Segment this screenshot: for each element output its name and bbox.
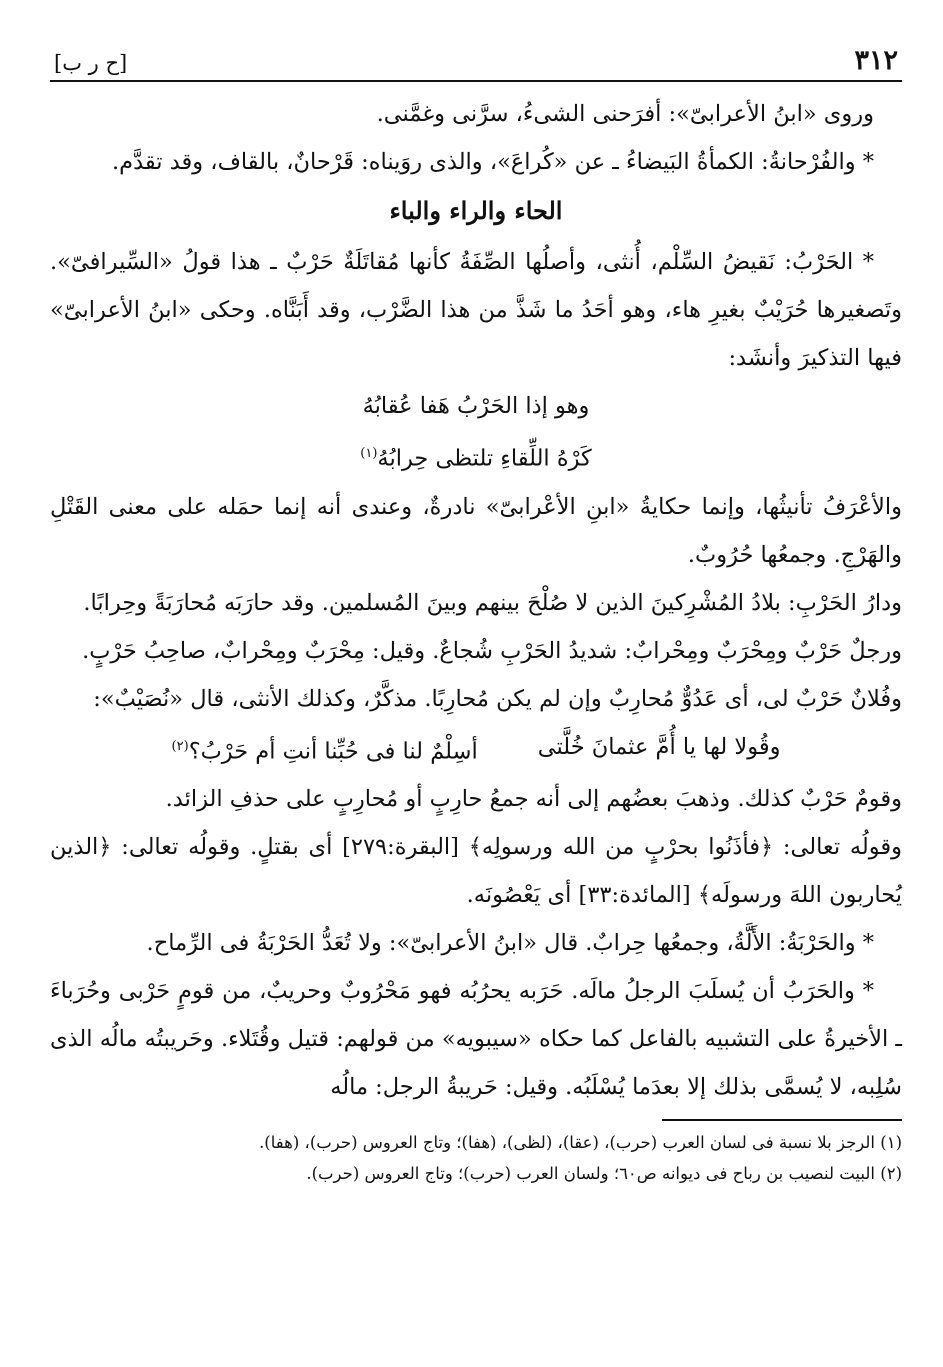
paragraph: ورجلٌ حَرْبٌ ومِحْرَبٌ ومِحْرابٌ: شديدُ الحَرْبِ شُجاعٌ. وقيل: مِحْرَبٌ ومِحْرابٌ، صاحِبُ حَرْبٍ. [82,637,902,664]
page-number: ٣١٢ [854,45,898,76]
footnote: (١) الرجز بلا نسبة فى لسان العرب (حرب)، (عقا)، (لظى)، (هفا)؛ وتاج العروس (حرب)، (هفا). [259,1133,902,1152]
footnote-divider [662,1119,902,1121]
paragraph: * والفُرْحانةُ: الكمأةُ البَيضاءُ ـ عن «كُراعَ»، والذى روَيناه: قَرْحانٌ، بالقاف، وقد تقدَّم. [112,149,874,175]
paragraph: ودارُ الحَرْبِ: بلادُ المُشْرِكينَ الذين لا صُلْحَ بينهم وبينَ المُسلمين. وقد حارَبَه مُحارَبَةً وحِرابًا. [83,589,902,616]
paragraph: * والحَرَبُ أن يُسلَبَ الرجلُ مالَه. حَرَبه يحرُبُه فهو مَحْرُوبٌ وحريبٌ، من قومٍ حَرْبى وحُرَباءَ ـ الأخيرةُ على التشبيه بالفاعل كما حكاه «سيبويه» من قولهم: قتيل وقُتَلاء. وحَريبتُه مالُه الذى سُلِبه، لا يُسمَّى بذلك إلا بعدَما يُسْلَبُه. وقيل: حَريبةُ الرجل: مالُه [50,978,902,1100]
verse-line [50,382,902,430]
paragraph: وفُلانٌ حَرْبٌ لى، أى عَدُوٌّ مُحارِبٌ وإن لم يكن مُحارِبًا. مذكَّرٌ، وكذلك الأنثى، قال «نُصَيْبٌ»: [93,685,902,712]
hemistich-second [172,723,478,776]
footnote: (٢) البيت لنصيب بن رباح فى ديوانه ص٦٠؛ ولسان العرب (حرب)؛ وتاج العروس (حرب). [306,1164,902,1183]
verse-line [50,430,902,483]
footnote-marker: (١) [360,446,378,461]
paragraph: * الحَرْبُ: نَقيضُ السِّلْم، أُنثى، وأصلُها الصِّفَةُ كأنها مُقاتَلَةٌ حَرْبٌ ـ هذا قولُ «السِّيرافىّ». وتَصغيرها حُرَيْبٌ بغيرِ هاء، وهو أحَدُ ما شَذَّ من هذا الضَّرْب، وقد أَبَنَّاه. وحكى «ابنُ الأعرابىّ» فيها التذكيرَ وأنشَد: [50,249,902,371]
dictionary-page [50,30,902,1340]
footnote-marker: (٢) [171,738,189,754]
verse-text: وهو إذا الحَرْبُ هَفا عُقابُهُ [362,393,590,419]
paragraph: وقولُه تعالى: ﴿فأذَنُوا بحرْبٍ من الله ورسولِه﴾ [البقرة:٢٧٩] أى بقتلٍ. وقولُه تعالى: ﴿الذين يُحاربون اللهَ ورسولَه﴾ [المائدة:٣٣] أى يَعْصُونَه. [50,834,903,908]
root-marker: [ح ر ب] [54,51,128,75]
paragraph: والأعْرَفُ تأنيثُها، وإنما حكايةُ «ابنِ الأعْرابىّ» نادرةٌ، وعندى أنه إنما حمَله على معنى القَتْلِ والهَرْجِ. وجمعُها حُرُوبٌ. [50,493,902,568]
verse-text: كَرْهُ اللِّقاءِ تلتظى حِرابُهُ [377,445,592,472]
paragraph: * والحَرْبَةُ: الأَلَّةُ، وجمعُها حِرابٌ. قال «ابنُ الأعرابىّ»: ولا تُعَدُّ الحَرْبَةُ فى الرِّماح. [146,930,874,956]
poetry-couplet [50,723,902,776]
paragraph: وروى «ابنُ الأعرابىّ»: أفرَحنى الشىءُ، سرَّنى وغمَّنى. [376,101,874,127]
paragraph: وقومٌ حَرْبٌ كذلك. وذهبَ بعضُهم إلى أنه جمعُ حارِبٍ أو مُحارِبٍ على حذفِ الزائد. [165,786,902,812]
section-heading: الحاء والراء والباء [389,196,563,225]
hemistich-text: أسِلْمٌ لنا فى حُبِّنا أنتِ أم حَرْبُ؟ [188,738,478,764]
hemistich-first: وقُولا لها يا أُمَّ عثمانَ خُلَّتى [537,733,781,760]
page-header [50,30,902,82]
page-body [50,82,902,1189]
